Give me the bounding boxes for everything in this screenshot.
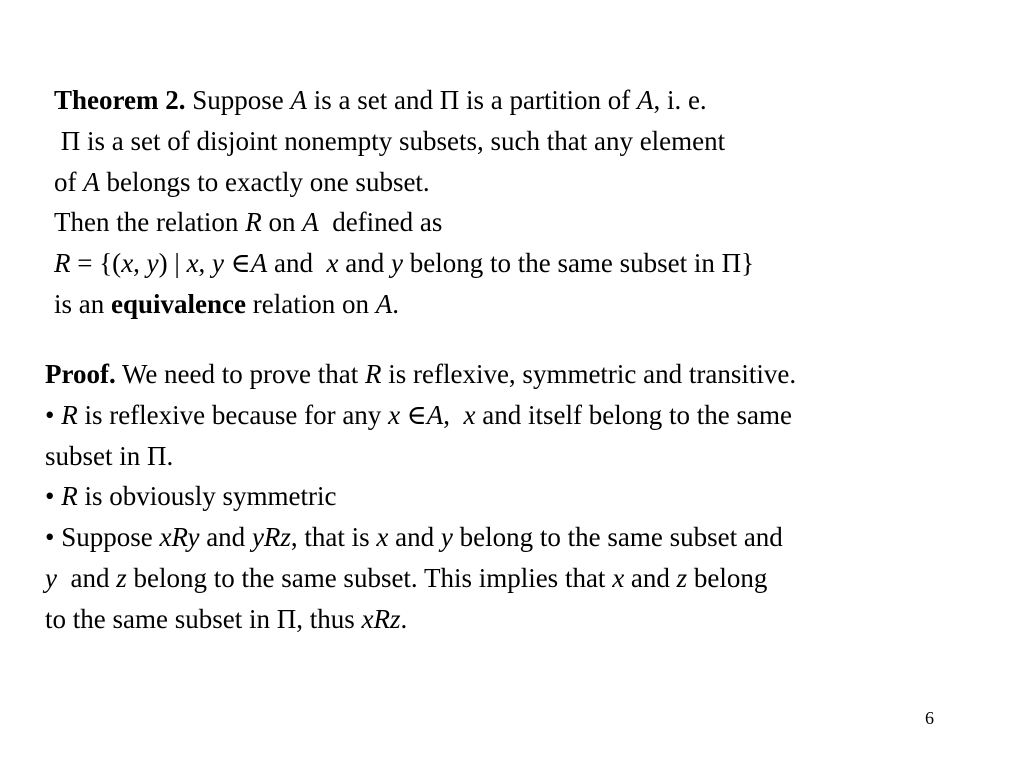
math-symbol: y xyxy=(146,248,159,279)
math-symbol: x xyxy=(121,248,134,279)
math-symbol: R xyxy=(54,248,71,279)
text-run: . xyxy=(392,288,399,319)
proof-block xyxy=(45,354,1020,640)
text-run: = {( xyxy=(70,248,122,279)
text-run: relation on xyxy=(246,288,376,319)
theorem-block xyxy=(54,80,1014,325)
text-run: is reflexive, symmetric and transitive. xyxy=(381,359,797,389)
bold-text: Theorem 2. xyxy=(54,85,186,115)
theorem-line xyxy=(54,243,1014,284)
theorem-line xyxy=(54,80,1014,121)
text-run: and xyxy=(199,522,252,553)
text-run: • xyxy=(45,399,62,430)
math-symbol: z xyxy=(116,562,127,593)
text-run: and xyxy=(267,248,327,279)
theorem-line xyxy=(54,202,1014,243)
text-run: is a set and Π is a partition of xyxy=(307,85,637,115)
text-run: We need to prove that xyxy=(115,359,365,389)
math-symbol: A xyxy=(83,166,100,197)
math-symbol: x xyxy=(463,399,476,430)
math-symbol: A xyxy=(426,399,444,430)
proof-line xyxy=(45,395,1020,436)
text-run: subset in Π. xyxy=(45,440,174,471)
text-run: and xyxy=(388,522,441,553)
text-run: on xyxy=(261,207,303,238)
text-run: . xyxy=(400,603,408,634)
bold-text: equivalence xyxy=(111,288,246,319)
math-symbol: xRz xyxy=(361,603,401,634)
math-symbol: x xyxy=(376,522,389,553)
text-run: to the same subset in Π, thus xyxy=(45,603,362,634)
math-symbol: y xyxy=(390,248,403,279)
text-run: and xyxy=(338,248,391,279)
text-run: ) | xyxy=(158,248,187,279)
math-symbol: R xyxy=(245,207,262,238)
text-run: ∈ xyxy=(224,248,251,279)
theorem-line xyxy=(54,121,1014,162)
text-run: Π is a set of disjoint nonempty subsets, such that any element xyxy=(54,125,726,156)
text-run: belong to the same subset. This implies that xyxy=(126,562,613,593)
text-run: defined as xyxy=(318,207,443,238)
proof-line xyxy=(45,558,1020,599)
math-symbol: y xyxy=(212,248,225,279)
page-number: 6 xyxy=(925,708,934,728)
proof-line xyxy=(45,354,1020,395)
text-run: and itself belong to the same xyxy=(475,399,792,430)
text-run: is obviously symmetric xyxy=(77,481,337,512)
text-run: , xyxy=(443,399,464,430)
text-run: is an xyxy=(54,288,111,319)
text-run: of xyxy=(54,166,84,197)
bold-text: Proof. xyxy=(45,359,116,389)
text-run: , i. e. xyxy=(653,85,707,115)
math-symbol: x xyxy=(326,248,339,279)
text-run: belong to the same subset and xyxy=(452,522,783,553)
text-run: and xyxy=(56,562,117,593)
text-run: , that is xyxy=(290,522,377,553)
text-run: • Suppose xyxy=(45,522,160,553)
math-symbol: R xyxy=(61,481,78,512)
math-symbol: R xyxy=(364,359,382,389)
text-run: ∈ xyxy=(400,399,427,430)
text-run: Then the relation xyxy=(54,207,246,238)
math-symbol: A xyxy=(636,85,654,115)
math-symbol: R xyxy=(61,399,78,430)
math-symbol: A xyxy=(290,85,307,115)
math-symbol: x xyxy=(612,562,625,593)
proof-line xyxy=(45,436,1020,477)
math-symbol: z xyxy=(676,562,688,593)
math-symbol: A xyxy=(375,288,393,319)
proof-line xyxy=(45,599,1020,640)
proof-line xyxy=(45,476,1020,517)
math-symbol: A xyxy=(250,248,268,279)
text-run: and xyxy=(624,562,677,593)
text-run: Suppose xyxy=(185,85,291,115)
math-symbol: y xyxy=(45,562,57,593)
proof-line xyxy=(45,517,1020,558)
text-run: belong to the same subset in Π} xyxy=(402,248,755,279)
text-run: is reflexive because for any xyxy=(77,399,389,430)
text-run: , xyxy=(133,248,147,279)
math-symbol: x xyxy=(388,399,401,430)
text-run: , xyxy=(198,248,213,279)
math-symbol: y xyxy=(440,522,453,553)
math-symbol: A xyxy=(302,207,319,238)
text-run: belong xyxy=(687,562,768,593)
text-run: belongs to exactly one subset. xyxy=(99,166,430,197)
theorem-line xyxy=(54,284,1014,325)
math-symbol: xRy xyxy=(159,522,200,553)
theorem-line xyxy=(54,162,1014,203)
math-symbol: x xyxy=(186,248,199,279)
math-symbol: yRz xyxy=(251,522,291,553)
text-run: • xyxy=(45,481,62,512)
